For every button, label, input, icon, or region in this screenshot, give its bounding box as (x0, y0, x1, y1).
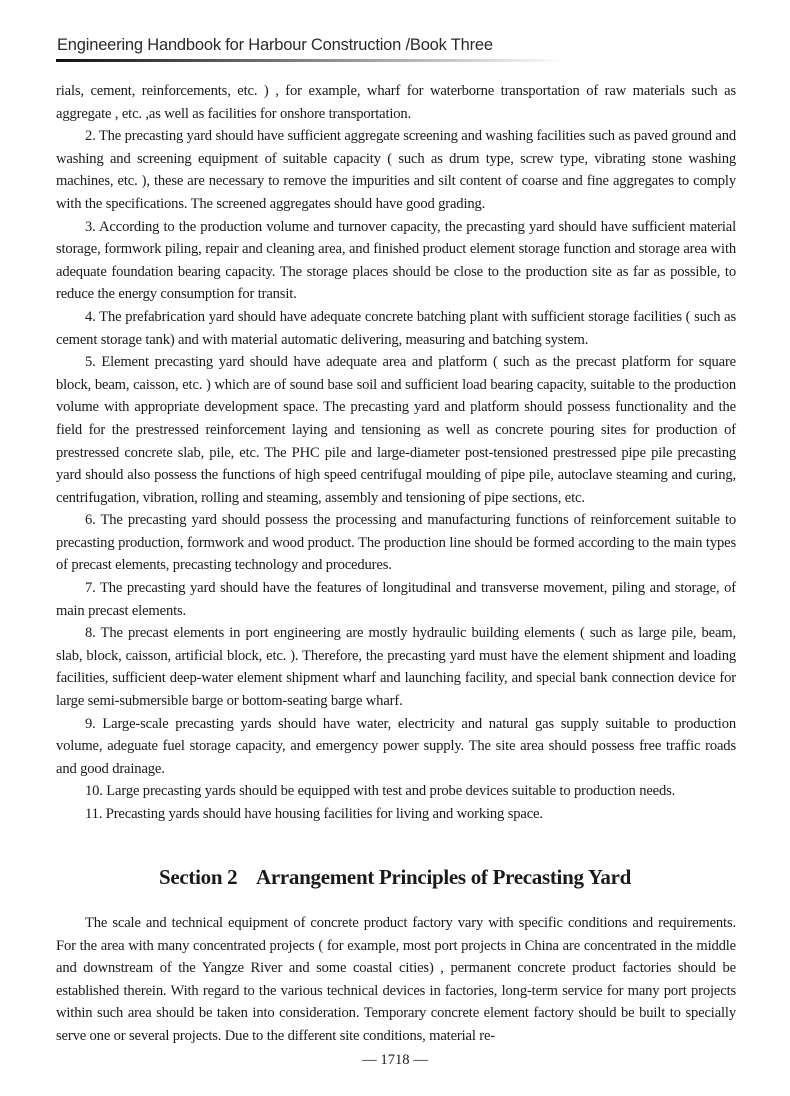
page-number: — 1718 — (362, 1052, 428, 1068)
list-item: 10. Large precasting yards should be equipped with test and probe devices suitable to production needs. (85, 783, 676, 800)
list-item: 4. The prefabrication yard should have adequate concrete batching plant with sufficient storage facilities ( such as cement storage tank) and with material automatic delivering, measuring and batching system. (56, 308, 736, 348)
list-item: 6. The precasting yard should possess the processing and manufacturing functions of reinforcement suitable to precasting production, formwork and wood product. The production line should be formed according to the main types of precast elements, precasting technology and procedures. (56, 512, 736, 574)
header-rule-divider (56, 59, 566, 62)
list-item: 7. The precasting yard should have the features of longitudinal and transverse movement, piling and storage, of main precast elements. (56, 580, 736, 619)
list-item: 3. According to the production volume and turnover capacity, the precasting yard should have sufficient material storage, formwork piling, repair and cleaning area, and finished product element storage function and storage area with adequate foundation bearing capacity. The storage places should be close to the production site as far as possible, to reduce the energy consumption for transit. (56, 218, 736, 303)
section-paragraph: The scale and technical equipment of concrete product factory vary with specific conditions and requirements. For the area with many concentrated projects ( for example, most port projects in China are concentrated in the middle and downstream of the Yangze River and some coastal cities) , permanent concrete product factories should be established therein. With regard to the various technical devices in factories, long-term service for many port projects within such area should be taken into consideration. Temporary concrete element factory should be built to specially serve one or several projects. Due to the different site conditions, material re- (56, 915, 736, 1044)
list-item: 5. Element precasting yard should have adequate area and platform ( such as the precast platform for square block, beam, caisson, etc. ) which are of sound base soil and sufficient load bearing capacity, suitable to the production volume with appropriate development space. The precasting yard and platform should possess functionality and the field for the prestressed reinforcement laying and tensioning as well as concrete pouring sites for production of prestressed concrete slab, pile, etc. The PHC pile and large-diameter post-tensioned prestressed pipe pile precasting yard should also possess the functions of high speed centrifugal moulding of pipe pile, autoclave steaming and curing, centrifugation, vibration, rolling and steaming, assembly and tensioning of pipe sections, etc. (56, 354, 736, 506)
list-item: 8. The precast elements in port engineering are mostly hydraulic building elements ( such as large pile, beam, slab, block, caisson, artificial block, etc. ). Therefore, the precasting yard must have the element shipment and loading facilities, sufficient deep-water element shipment wharf and launching facility, and special bank connection device for large semi-submersible barge or bottom-seating barge wharf. (56, 625, 736, 710)
section-body (56, 912, 736, 1048)
running-header-title: Engineering Handbook for Harbour Construction /Book Three (57, 36, 493, 54)
section-heading: Section 2 Arrangement Principles of Precasting Yard (159, 865, 631, 889)
continuation-paragraph: rials, cement, reinforcements, etc. ) , for example, wharf for waterborne transportation of raw materials such as aggregate , etc. ,as well as facilities for onshore transportation. (56, 83, 736, 122)
list-item: 9. Large-scale precasting yards should have water, electricity and natural gas supply suitable to production volume, adeguate fuel storage capacity, and emergency power supply. The site area should possess free traffic roads and good drainage. (56, 715, 736, 777)
list-item: 2. The precasting yard should have sufficient aggregate screening and washing facilities such as paved ground and washing and screening equipment of suitable capacity ( such as drum type, screw type, vibrating stone washing machines, etc. ), these are necessary to remove the impurities and silt content of coarse and fine aggregates to comply with the specifications. The screened aggregates should have good grading. (56, 128, 736, 212)
requirements-list (56, 80, 736, 826)
list-item: 11. Precasting yards should have housing facilities for living and working space. (85, 806, 543, 822)
